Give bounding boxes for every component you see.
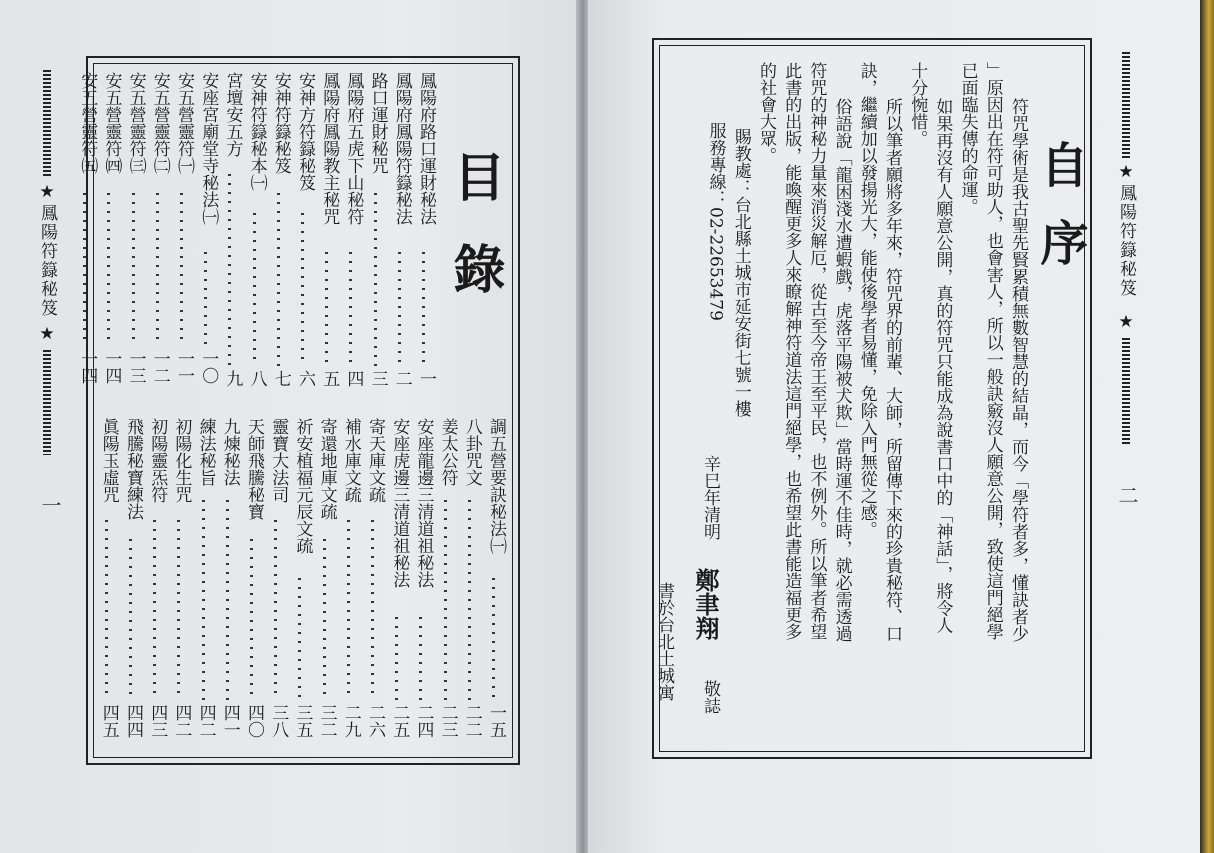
toc-entry-page: 七 — [270, 370, 291, 387]
toc-entry-page: 四 — [343, 370, 364, 387]
toc-entry-page: 一五 — [486, 704, 506, 738]
toc-entry — [436, 418, 462, 748]
toc-leader-dots — [325, 252, 328, 367]
toc-entry-label: 安座宮廟堂寺秘法㈠ — [198, 72, 219, 225]
left-page — [0, 0, 582, 853]
toc-entry-label: 安神方符籙秘笈 — [295, 72, 315, 191]
toc-entry — [218, 418, 244, 748]
toc-leader-dots — [468, 500, 471, 700]
toc-entry-page: 三二 — [316, 704, 337, 738]
toc-leader-dots — [180, 193, 183, 346]
preface-column: 的社會大眾。 — [756, 62, 776, 164]
toc-entry-label: 練法秘旨 — [195, 418, 216, 486]
toc-leader-dots — [371, 520, 374, 701]
preface-title: 自序 — [1032, 140, 1088, 296]
toc-entry-page: 六 — [295, 370, 315, 387]
preface-column: 所以筆者願將多年來，符咒界的前輩、大師，所留傳下來的珍貴秘符、口 — [882, 98, 902, 642]
toc-entry — [317, 72, 343, 394]
toc-entry-label: 調五營要訣秘法㈠ — [486, 418, 506, 554]
toc-leader-dots — [132, 193, 135, 346]
toc-entry — [75, 72, 101, 394]
toc-leader-dots — [277, 193, 280, 366]
toc-entry-page: 二三 — [437, 704, 458, 738]
toc-entry-label: 鳳陽府鳳陽教主秘咒 — [319, 72, 340, 225]
star-icon: ★ — [1118, 312, 1134, 332]
page-number: 二 — [1115, 485, 1139, 505]
toc-leader-dots — [323, 539, 326, 700]
toc-entry — [341, 72, 367, 394]
toc-entry-page: 三 — [367, 370, 388, 387]
preface-column: 符咒學術是我古聖先賢累積無數智慧的結晶，而今「學符者多，懂訣者少 — [1008, 98, 1028, 642]
preface-column: 訣，繼續加以發揚光大，能使後學者易懂，免除入門無從之感。 — [856, 62, 877, 538]
toc-leader-dots — [374, 193, 377, 366]
toc-entry-label: 安五營靈符㈡ — [149, 72, 170, 174]
signature-author: 鄭聿翔 — [691, 568, 720, 640]
toc-leader-dots — [226, 500, 229, 700]
toc-entry-page: 一三 — [125, 350, 146, 384]
toc-entry-label: 姜太公符 — [437, 418, 458, 486]
running-header: 鳳陽符籙秘笈 — [37, 204, 57, 318]
toc-entry-page: 四五 — [98, 704, 119, 738]
toc-entry-page: 八 — [246, 370, 267, 387]
toc-entry — [99, 72, 125, 394]
toc-entry — [145, 418, 171, 748]
toc-entry — [293, 72, 319, 394]
toc-leader-dots — [422, 252, 425, 367]
toc-entry-label: 鳳陽府鳳陽符籙秘法 — [391, 72, 412, 225]
toc-entry-page: 四〇 — [244, 704, 264, 738]
toc-entry-label: 九煉秘法 — [219, 418, 240, 486]
toc-entry-label: 寄天庫文疏 — [365, 418, 385, 503]
toc-entry-page: 四三 — [147, 704, 168, 738]
toc-title: 目錄 — [444, 150, 505, 334]
toc-entry — [363, 418, 389, 748]
toc-entry-label: 鳳陽府路口運財秘法 — [416, 72, 436, 225]
toc-entry-label: 安座龍邊三清道祖秘法 — [413, 418, 434, 588]
toc-entry-label: 天師飛騰秘寶 — [244, 418, 264, 520]
toc-entry — [220, 72, 246, 394]
preface-column: 如果再沒有人願意公開，真的符咒只能成為說書口中的「神話」，將令人 — [932, 98, 953, 634]
toc-entry — [390, 72, 416, 394]
toc-entry-page: 四一 — [219, 704, 240, 738]
toc-entry — [269, 72, 295, 394]
preface-column: 符咒的神秘力量來消災解厄，從古至今帝王至平民，也不例外。所以筆者希望 — [806, 62, 827, 640]
toc-entry-label: 初陽靈炁符 — [147, 418, 168, 503]
toc-entry-page: 一一 — [174, 350, 194, 384]
toc-entry-page: 二九 — [340, 704, 361, 738]
book-edge — [1200, 0, 1214, 853]
toc-entry — [266, 418, 292, 748]
toc-entry-label: 路口運財秘咒 — [367, 72, 388, 174]
toc-entry-page: 一四 — [77, 350, 98, 384]
preface-column: 俗語說「龍困淺水遭蝦戲，虎落平陽被犬欺」當時運不佳時，就必需透過 — [831, 98, 852, 642]
toc-entry-label: 眞陽玉虛咒 — [98, 418, 119, 503]
toc-entry — [245, 72, 271, 394]
toc-entry-label: 初陽化生咒 — [171, 418, 192, 503]
toc-entry-page: 二四 — [413, 704, 434, 738]
signature-respect: 敬誌 — [700, 680, 720, 714]
toc-leader-dots — [105, 520, 108, 701]
toc-entry — [290, 418, 316, 748]
toc-entry-label: 安五營靈符㈠ — [174, 72, 194, 174]
toc-leader-dots — [156, 193, 159, 346]
toc-entry-label: 安五營靈符㈣ — [101, 72, 122, 174]
toc-entry — [196, 72, 222, 394]
toc-entry — [460, 418, 486, 748]
toc-leader-dots — [347, 520, 350, 701]
toc-entry-page: 九 — [222, 370, 243, 387]
toc-entry — [484, 418, 510, 748]
toc-entry-label: 祈安植福元辰文疏 — [292, 418, 313, 554]
signature-place: 書於台北土城寓 — [654, 582, 674, 701]
toc-leader-dots — [107, 193, 110, 346]
toc-leader-dots — [202, 500, 205, 700]
preface-column: 服務專線：02-22653479 — [705, 122, 726, 321]
page-number: 一 — [38, 495, 62, 515]
toc-entry-page: 一 — [416, 370, 436, 387]
star-icon: ★ — [1118, 162, 1134, 182]
toc-entry — [124, 72, 150, 394]
toc-leader-dots — [419, 617, 422, 700]
toc-entry-page: 二六 — [365, 704, 385, 738]
toc-entry-label: 安五營靈符㈢ — [125, 72, 146, 174]
toc-leader-dots — [204, 252, 207, 347]
header-rule-bottom — [1122, 338, 1130, 446]
toc-entry-label: 安神符籙秘本㈠ — [246, 72, 267, 191]
preface-column: 十分惋惜。 — [907, 62, 928, 147]
toc-leader-dots — [250, 539, 253, 700]
toc-entry — [411, 418, 437, 748]
header-rule-bottom — [43, 350, 51, 455]
toc-leader-dots — [253, 213, 256, 367]
toc-entry — [339, 418, 365, 748]
signature-date: 辛巳年清明 — [700, 455, 720, 540]
toc-entry-page: 一四 — [101, 350, 122, 384]
star-icon: ★ — [39, 182, 55, 202]
toc-entry — [242, 418, 268, 748]
toc-entry — [172, 72, 198, 394]
toc-entry-label: 靈寶大法司 — [268, 418, 289, 503]
toc-leader-dots — [349, 252, 352, 367]
toc-entry — [97, 418, 123, 748]
toc-entry — [194, 418, 220, 748]
toc-leader-dots — [83, 193, 86, 346]
right-page — [588, 0, 1204, 853]
toc-entry — [169, 418, 195, 748]
toc-entry-page: 三五 — [292, 704, 313, 738]
toc-entry-page: 二二 — [461, 704, 482, 738]
running-header: 鳳陽符籙秘笈 — [1116, 184, 1136, 298]
toc-leader-dots — [298, 578, 301, 700]
toc-entry-page: 二五 — [389, 704, 410, 738]
toc-entry-label: 八卦咒文 — [461, 418, 482, 486]
toc-leader-dots — [492, 578, 495, 700]
header-rule-top — [43, 70, 51, 178]
toc-leader-dots — [398, 252, 401, 367]
toc-entry-page: 一〇 — [198, 350, 219, 384]
toc-leader-dots — [274, 520, 277, 701]
toc-entry-label: 宮壇安五方 — [222, 72, 243, 157]
toc-entry-label: 安五營靈符㈤ — [77, 72, 98, 174]
toc-entry — [366, 72, 392, 394]
preface-column: 已面臨失傳的命運。 — [957, 62, 978, 215]
toc-entry — [121, 418, 147, 748]
toc-entry-label: 安座虎邊三清道祖秘法 — [389, 418, 410, 588]
toc-entry-page: 四二 — [195, 704, 216, 738]
toc-leader-dots — [129, 539, 132, 700]
toc-entry-page: 二 — [391, 370, 412, 387]
toc-leader-dots — [228, 174, 231, 367]
toc-entry — [414, 72, 440, 394]
toc-entry — [387, 418, 413, 748]
toc-leader-dots — [177, 520, 180, 701]
toc-entry — [148, 72, 174, 394]
toc-entry-page: 四二 — [171, 704, 192, 738]
toc-entry-label: 補水庫文疏 — [340, 418, 361, 503]
header-rule-top — [1122, 52, 1130, 160]
star-icon: ★ — [39, 324, 55, 344]
toc-entry-label: 寄還地庫文疏 — [316, 418, 337, 520]
toc-entry-page: 一二 — [149, 350, 170, 384]
toc-leader-dots — [395, 617, 398, 700]
toc-entry — [315, 418, 341, 748]
toc-entry-label: 鳳陽府五虎下山秘符 — [343, 72, 364, 225]
toc-entry-page: 三八 — [268, 704, 289, 738]
toc-entry-label: 飛騰秘寶練法 — [123, 418, 143, 520]
toc-leader-dots — [153, 520, 156, 701]
toc-leader-dots — [444, 500, 447, 700]
toc-entry-page: 四四 — [123, 704, 143, 738]
preface-column: 」原因出在符可助人，也會害人，所以一般訣竅沒人願意公開，致使這門絕學 — [982, 62, 1003, 640]
toc-entry-label: 安神符籙秘笈 — [270, 72, 291, 174]
preface-column: 賜教處：台北縣土城市延安街七號一樓 — [730, 128, 751, 417]
toc-leader-dots — [301, 213, 304, 367]
toc-entry-page: 五 — [319, 370, 340, 387]
preface-column: 此書的出版，能喚醒更多人來瞭解神符道法這門絕學，也希望此書能造福更多 — [781, 62, 802, 640]
